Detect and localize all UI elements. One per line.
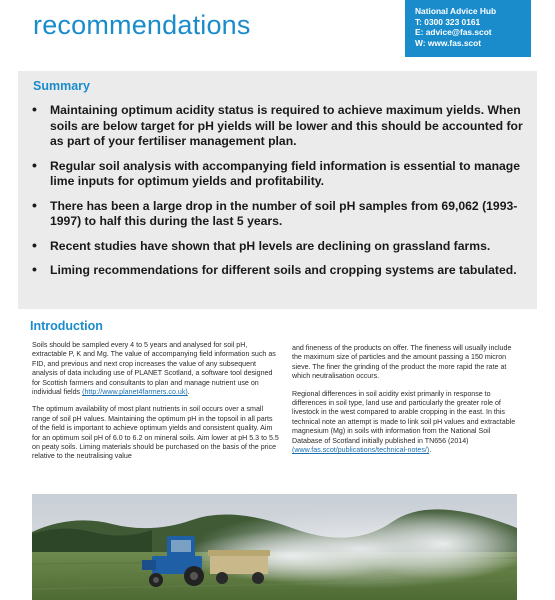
list-item — [30, 156, 530, 190]
tractor-spreading-lime-photo — [32, 494, 517, 600]
contact-org: National Advice Hub — [415, 6, 497, 16]
list-item — [30, 236, 530, 255]
paragraph-end: . — [429, 446, 432, 455]
introduction-heading: Introduction — [30, 319, 103, 333]
list-item — [30, 196, 530, 230]
bullet-icon: • — [32, 156, 37, 173]
bullet-icon: • — [32, 196, 37, 213]
paragraph — [292, 390, 517, 456]
contact-web[interactable]: W: www.fas.scot — [415, 37, 482, 48]
bullet-icon: • — [32, 236, 37, 253]
summary-heading: Summary — [33, 79, 90, 93]
bullet-text: Liming recommendations for different soils and cropping systems are tabulated. — [50, 263, 517, 277]
bullet-text: There has been a large drop in the number of soil pH samples from 69,062 (1993-1997) to half this during the last 5 years. — [50, 198, 518, 228]
paragraph-end: . — [187, 388, 190, 397]
contact-phone: T: 0300 323 0161 — [415, 16, 481, 27]
planet-link[interactable]: (http://www.planet4farmers.co.uk) — [82, 388, 188, 397]
contact-email[interactable]: E: advice@fas.scot — [415, 27, 492, 37]
header-title-partial — [33, 0, 153, 4]
paragraph: The optimum availability of most plant nutrients in soil occurs over a small range of soil pH values. Maintaining the optimum pH in the topsoil in all parts of the field is important to achieve optimum yields and consistent quality. Aim for an optimum soil pH of 6.0 to 6.2 on mineral soils. Aim lower at pH 5.3 to 5.5 on peaty soils. Liming materials should be purchased on the basis of the price relative to the neutralising value — [32, 405, 279, 461]
paragraph-text: Regional differences in soil acidity exist primarily in response to differences in soil type, land use and particularly the greater role of livestock in the west compared to arable cropping in the east. In this technical note an attempt is made to link soil pH values and extractable magnesium (Mg) in soils with information from the National Soil Database of Scotland initially published in TN656 (2014) — [292, 389, 516, 445]
list-item — [30, 103, 530, 150]
paragraph-text: Soils should be sampled every 4 to 5 years and analysed for soil pH, extractable P, K and Mg. The value of accompanying field information such as FID, and previous and next crop increases the value of any subsequent analysis of data including use of PLANET Scotland, a software tool designed for Scottish farmers and consultants to plan and manage nutrient use on individual fields — [32, 341, 276, 397]
intro-column-right — [292, 344, 517, 463]
bullet-icon: • — [32, 101, 37, 117]
page-title: recommendations — [33, 10, 251, 40]
intro-column-left — [32, 341, 280, 470]
bullet-icon: • — [32, 261, 37, 277]
list-item — [30, 263, 530, 279]
paragraph — [32, 341, 280, 397]
bullet-text: Regular soil analysis with accompanying field information is essential to manage lime inputs for optimum yields and profitability. — [50, 158, 521, 188]
paragraph: and fineness of the products on offer. The fineness will usually include the maximum size of particles and the amount passing a 150 micron sieve. The finer the grinding of the product the more rapid the rate at which neutralisation occurs. — [292, 344, 512, 381]
bullet-text: Maintaining optimum acidity status is required to achieve maximum yields. When soils are below target for pH yields will be lower and this should be accounted for as part of your fertiliser management plan. — [50, 103, 523, 148]
summary-bullet-list — [30, 103, 530, 288]
technical-notes-link[interactable]: (www.fas.scot/publications/technical-notes/) — [292, 446, 430, 455]
bullet-text: Recent studies have shown that pH levels are declining on grassland farms. — [50, 238, 491, 253]
contact-box — [405, 0, 531, 57]
